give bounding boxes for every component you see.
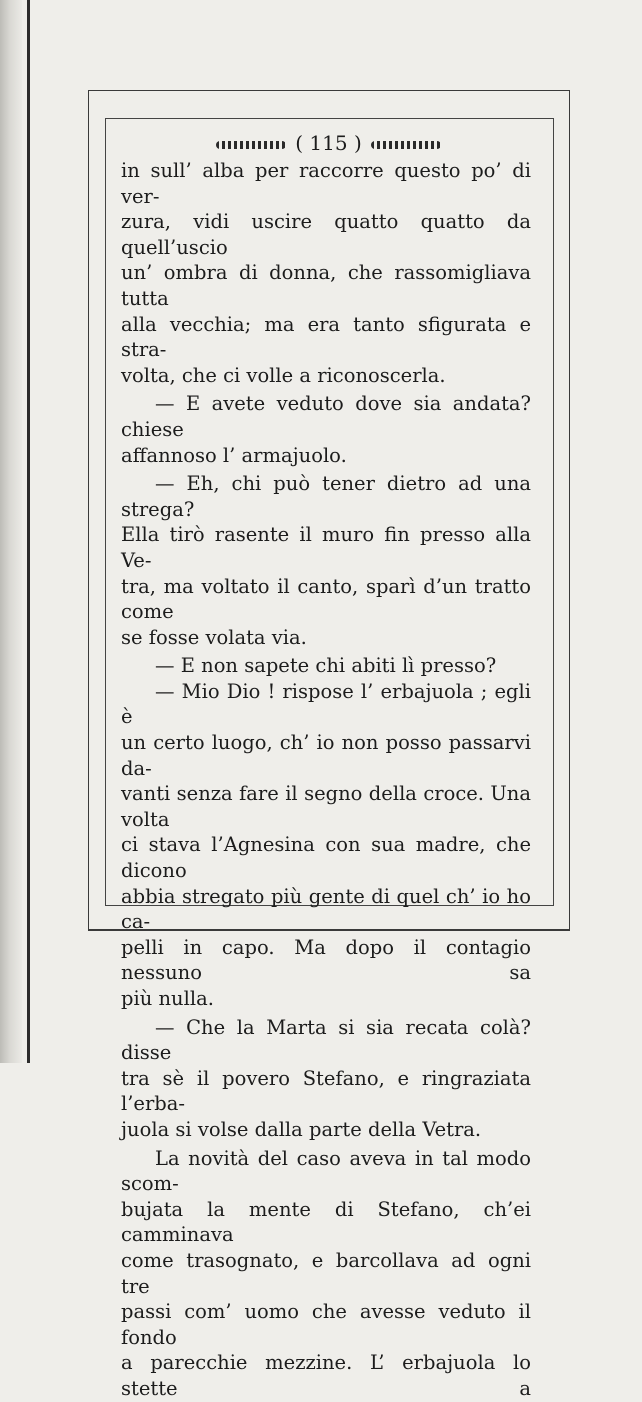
text-line: juola si volse dalla parte della Vetra.	[121, 1117, 482, 1141]
text-line: bujata la mente di Stefano, ch’ei camminava	[121, 1197, 531, 1247]
right-ornament	[371, 141, 441, 149]
binding-edge	[27, 0, 30, 1063]
text-line: in sull’ alba per raccorre questo po’ di ver-	[121, 159, 531, 208]
text-line: un certo luogo, ch’ io non posso passarvi da-	[121, 731, 531, 780]
text-line: più nulla.	[121, 987, 214, 1010]
text-line: zura, vidi uscire quatto quatto da quell’uscio	[121, 210, 531, 259]
text-line: tra sè il povero Stefano, e ringraziata l’erba-	[121, 1066, 531, 1116]
text-line: a parecchie mezzine. L’ erbajuola lo stette a	[121, 1351, 531, 1400]
text-line: alla vecchia; ma era tanto sfigurata e stra-	[121, 312, 531, 362]
text-line: se fosse volata via.	[121, 625, 307, 649]
text-line: un’ ombra di donna, che rassomigliava tutta	[121, 261, 531, 310]
text-line: — E avete veduto dove sia andata? chiese	[121, 392, 531, 441]
left-ornament	[216, 141, 286, 149]
text-line: — Mio Dio ! rispose l’ erbajuola ; egli è	[121, 679, 531, 729]
text-line: Ella tirò rasente il muro fin presso alla Ve-	[121, 523, 531, 572]
text-line: La novità del caso aveva in tal modo scom-	[121, 1146, 531, 1196]
text-line: — Eh, chi può tener dietro ad una strega?	[121, 472, 531, 521]
text-line: — E non sapete chi abiti lì presso?	[155, 654, 497, 678]
text-line: passi com’ uomo che avesse veduto il fondo	[121, 1300, 531, 1349]
text-line: come trasognato, e barcollava ad ogni tre	[121, 1248, 531, 1298]
paren-close: )	[353, 131, 362, 155]
page-header	[105, 130, 552, 156]
page-number: 115	[309, 131, 348, 155]
text-line: pelli in capo. Ma dopo il contagio nessuno sa	[121, 935, 531, 985]
text-line: abbia stregato più gente di quel ch’ io ho ca-	[121, 884, 531, 934]
paren-open: (	[295, 131, 304, 155]
body-text	[121, 158, 531, 1402]
scan-shadow	[0, 0, 22, 1063]
text-line: affannoso l’ armajuolo.	[121, 443, 347, 467]
text-line: ci stava l’Agnesina con sua madre, che dicono	[121, 833, 531, 883]
text-line: vanti senza fare il segno della croce. Una volta	[121, 782, 531, 831]
text-line: volta, che ci volle a riconoscerla.	[121, 363, 446, 387]
text-line: tra, ma voltato il canto, sparì d’un tratto come	[121, 574, 531, 624]
text-line: — Che la Marta si sia recata colà? disse	[121, 1015, 531, 1065]
